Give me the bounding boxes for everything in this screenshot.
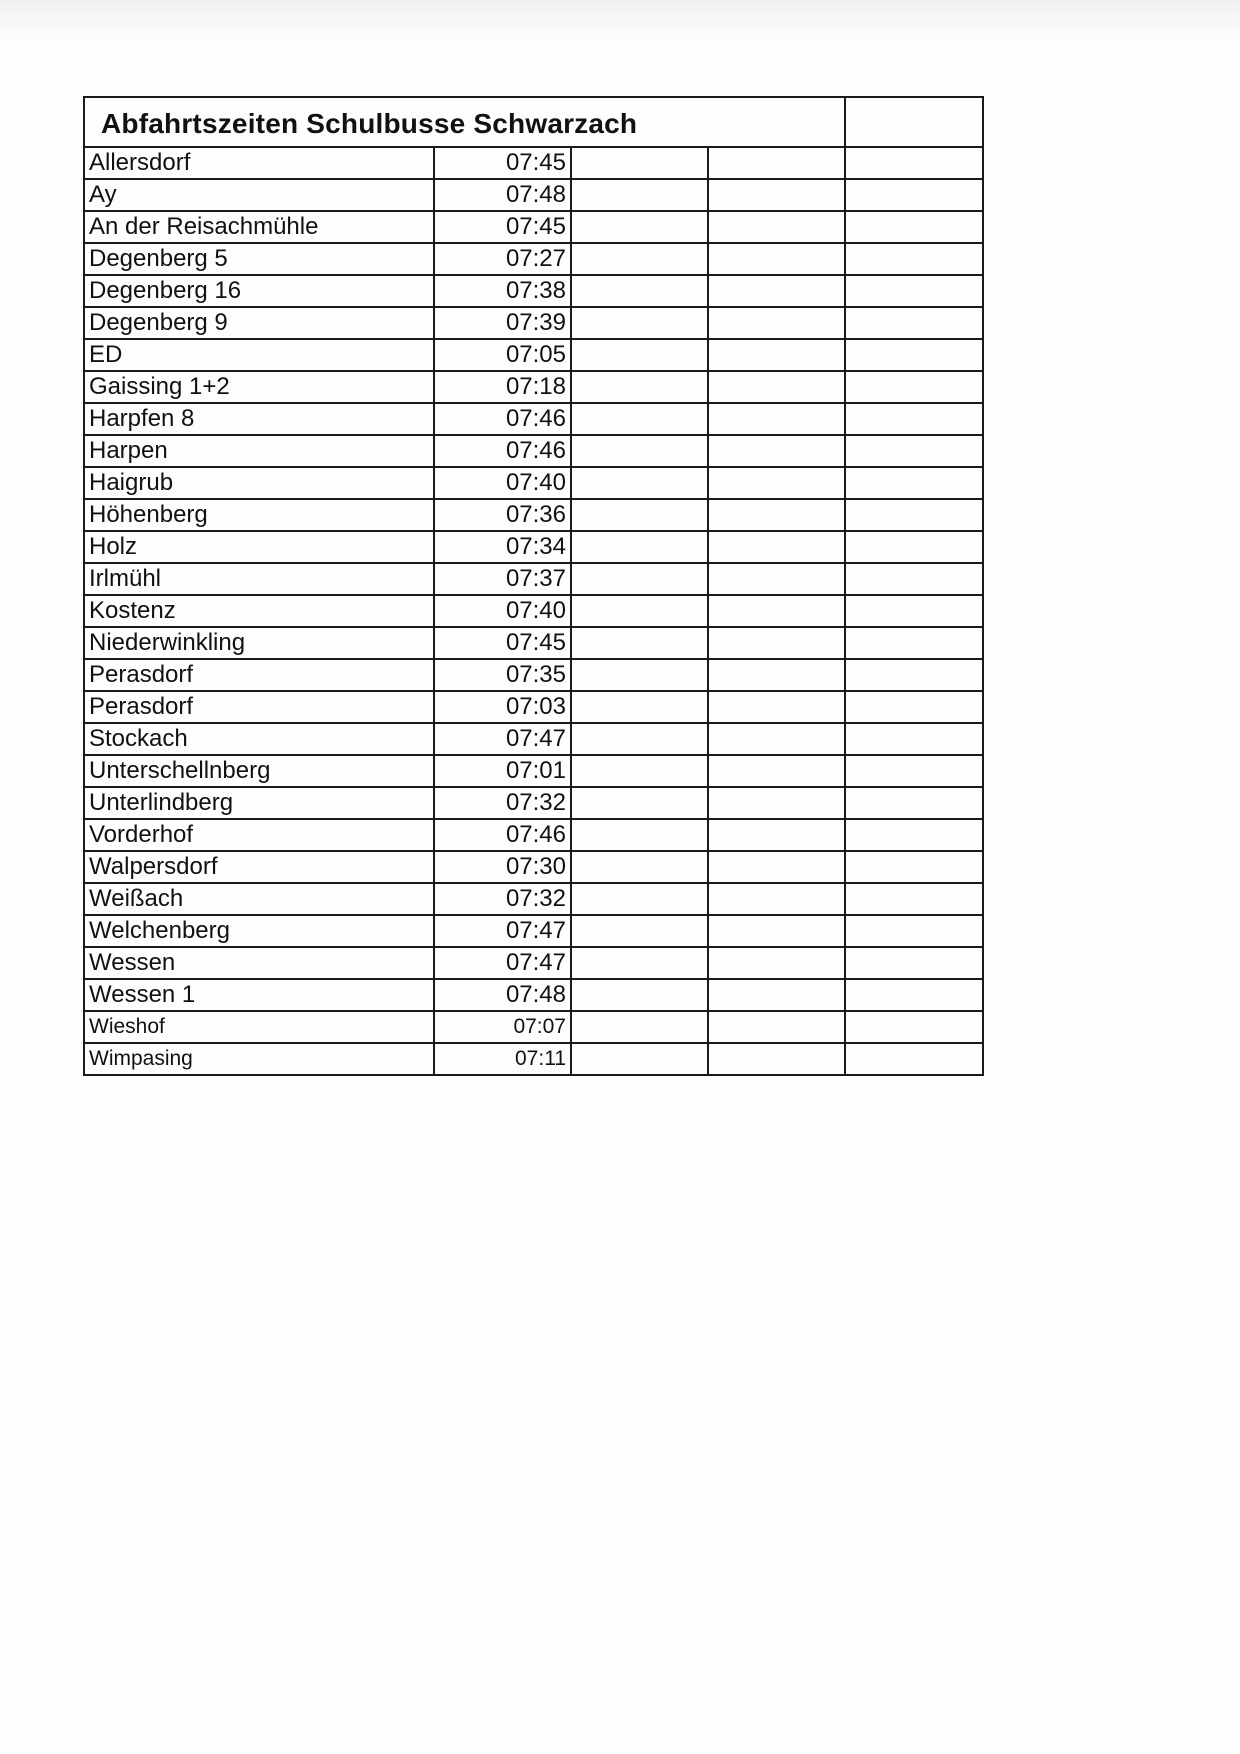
- empty-cell: [845, 723, 983, 755]
- stop-name-cell: Stockach: [84, 723, 434, 755]
- stop-name-cell: Wimpasing: [84, 1043, 434, 1075]
- empty-cell: [571, 819, 708, 851]
- empty-cell: [845, 883, 983, 915]
- empty-cell: [845, 531, 983, 563]
- table-row: [84, 467, 983, 499]
- table-row: [84, 243, 983, 275]
- empty-cell: [571, 883, 708, 915]
- empty-cell: [708, 1043, 845, 1075]
- empty-cell: [571, 851, 708, 883]
- table-row: [84, 147, 983, 179]
- stop-name-cell: Allersdorf: [84, 147, 434, 179]
- stop-name-cell: ED: [84, 339, 434, 371]
- empty-cell: [571, 947, 708, 979]
- empty-cell: [845, 787, 983, 819]
- departure-time-cell: 07:11: [434, 1043, 571, 1075]
- stop-name-cell: Perasdorf: [84, 659, 434, 691]
- empty-cell: [571, 1043, 708, 1075]
- table-row: [84, 1011, 983, 1043]
- stop-name-cell: Unterlindberg: [84, 787, 434, 819]
- empty-cell: [571, 467, 708, 499]
- empty-cell: [708, 275, 845, 307]
- stop-name-cell: Degenberg 16: [84, 275, 434, 307]
- table-row: [84, 627, 983, 659]
- empty-cell: [708, 467, 845, 499]
- empty-cell: [708, 563, 845, 595]
- empty-cell: [845, 979, 983, 1011]
- departure-time-cell: 07:03: [434, 691, 571, 723]
- empty-cell: [708, 979, 845, 1011]
- empty-cell: [708, 787, 845, 819]
- empty-cell: [708, 339, 845, 371]
- empty-cell: [708, 659, 845, 691]
- table-row: [84, 915, 983, 947]
- table-row: [84, 531, 983, 563]
- empty-cell: [571, 787, 708, 819]
- empty-cell: [708, 1011, 845, 1043]
- empty-cell: [845, 307, 983, 339]
- stop-name-cell: Walpersdorf: [84, 851, 434, 883]
- empty-cell: [571, 723, 708, 755]
- departure-time-cell: 07:45: [434, 627, 571, 659]
- table-row: [84, 883, 983, 915]
- empty-cell: [708, 435, 845, 467]
- empty-cell: [571, 1011, 708, 1043]
- empty-cell: [571, 211, 708, 243]
- departure-time-cell: 07:30: [434, 851, 571, 883]
- empty-cell: [708, 851, 845, 883]
- empty-cell: [708, 371, 845, 403]
- stop-name-cell: Gaissing 1+2: [84, 371, 434, 403]
- stop-name-cell: Kostenz: [84, 595, 434, 627]
- empty-cell: [845, 659, 983, 691]
- table-row: [84, 307, 983, 339]
- departure-time-cell: 07:40: [434, 467, 571, 499]
- empty-cell: [708, 499, 845, 531]
- empty-cell: [845, 275, 983, 307]
- departure-time-cell: 07:47: [434, 915, 571, 947]
- empty-cell: [845, 915, 983, 947]
- empty-cell: [571, 915, 708, 947]
- table-row: [84, 691, 983, 723]
- empty-cell: [708, 147, 845, 179]
- stop-name-cell: Wieshof: [84, 1011, 434, 1043]
- empty-cell: [845, 403, 983, 435]
- stop-name-cell: Höhenberg: [84, 499, 434, 531]
- empty-cell: [845, 755, 983, 787]
- empty-cell: [845, 819, 983, 851]
- empty-cell: [571, 339, 708, 371]
- departure-time-cell: 07:40: [434, 595, 571, 627]
- departure-time-cell: 07:46: [434, 435, 571, 467]
- empty-cell: [708, 307, 845, 339]
- table-row: [84, 499, 983, 531]
- stop-name-cell: Degenberg 9: [84, 307, 434, 339]
- empty-cell: [571, 563, 708, 595]
- departure-time-cell: 07:01: [434, 755, 571, 787]
- departure-time-cell: 07:27: [434, 243, 571, 275]
- empty-cell: [571, 979, 708, 1011]
- title-row: [84, 97, 983, 147]
- empty-cell: [571, 691, 708, 723]
- empty-cell: [845, 563, 983, 595]
- empty-cell: [845, 339, 983, 371]
- empty-cell: [845, 147, 983, 179]
- table-row: [84, 435, 983, 467]
- table-row: [84, 723, 983, 755]
- stop-name-cell: Niederwinkling: [84, 627, 434, 659]
- empty-cell: [845, 1011, 983, 1043]
- departure-time-cell: 07:47: [434, 947, 571, 979]
- table-row: [84, 851, 983, 883]
- stop-name-cell: Ay: [84, 179, 434, 211]
- empty-cell: [845, 947, 983, 979]
- departure-time-cell: 07:18: [434, 371, 571, 403]
- departure-time-cell: 07:46: [434, 403, 571, 435]
- table-row: [84, 275, 983, 307]
- empty-cell: [571, 147, 708, 179]
- stop-name-cell: Perasdorf: [84, 691, 434, 723]
- empty-cell: [571, 371, 708, 403]
- empty-cell: [571, 531, 708, 563]
- departure-time-cell: 07:39: [434, 307, 571, 339]
- empty-cell: [708, 915, 845, 947]
- stop-name-cell: Weißach: [84, 883, 434, 915]
- empty-cell: [708, 755, 845, 787]
- stop-name-cell: Harpen: [84, 435, 434, 467]
- page-title: Abfahrtszeiten Schulbusse Schwarzach: [84, 97, 845, 147]
- empty-cell: [571, 659, 708, 691]
- empty-cell: [571, 307, 708, 339]
- empty-cell: [708, 819, 845, 851]
- stop-name-cell: Irlmühl: [84, 563, 434, 595]
- scan-edge-shadow: [0, 0, 1240, 38]
- empty-cell: [708, 403, 845, 435]
- table-row: [84, 947, 983, 979]
- departure-time-cell: 07:46: [434, 819, 571, 851]
- empty-cell: [845, 1043, 983, 1075]
- empty-cell: [571, 595, 708, 627]
- empty-cell: [845, 371, 983, 403]
- empty-cell: [571, 499, 708, 531]
- stop-name-cell: Wessen: [84, 947, 434, 979]
- table-row: [84, 787, 983, 819]
- table-row: [84, 1043, 983, 1075]
- departure-time-cell: 07:45: [434, 211, 571, 243]
- table-row: [84, 819, 983, 851]
- stop-name-cell: Wessen 1: [84, 979, 434, 1011]
- table-row: [84, 179, 983, 211]
- empty-cell: [708, 947, 845, 979]
- empty-cell: [708, 595, 845, 627]
- empty-cell: [845, 243, 983, 275]
- departure-time-cell: 07:05: [434, 339, 571, 371]
- empty-cell: [571, 435, 708, 467]
- departure-time-cell: 07:32: [434, 883, 571, 915]
- table-row: [84, 339, 983, 371]
- stop-name-cell: Welchenberg: [84, 915, 434, 947]
- table-row: [84, 979, 983, 1011]
- table-row: [84, 371, 983, 403]
- empty-cell: [845, 499, 983, 531]
- empty-cell: [845, 627, 983, 659]
- departure-time-cell: 07:35: [434, 659, 571, 691]
- table-row: [84, 595, 983, 627]
- departure-time-cell: 07:34: [434, 531, 571, 563]
- empty-cell: [845, 211, 983, 243]
- empty-cell: [571, 179, 708, 211]
- table-row: [84, 755, 983, 787]
- stop-name-cell: Harpfen 8: [84, 403, 434, 435]
- departure-time-cell: 07:48: [434, 979, 571, 1011]
- empty-cell: [845, 467, 983, 499]
- empty-cell: [845, 691, 983, 723]
- empty-cell: [708, 243, 845, 275]
- departure-time-cell: 07:47: [434, 723, 571, 755]
- table-row: [84, 211, 983, 243]
- empty-cell: [708, 211, 845, 243]
- stop-name-cell: Unterschellnberg: [84, 755, 434, 787]
- empty-cell: [845, 97, 983, 147]
- departure-time-cell: 07:32: [434, 787, 571, 819]
- departure-time-cell: 07:38: [434, 275, 571, 307]
- empty-cell: [708, 723, 845, 755]
- departure-time-cell: 07:45: [434, 147, 571, 179]
- empty-cell: [708, 691, 845, 723]
- empty-cell: [845, 595, 983, 627]
- empty-cell: [571, 243, 708, 275]
- departure-time-cell: 07:36: [434, 499, 571, 531]
- stop-name-cell: Haigrub: [84, 467, 434, 499]
- stop-name-cell: An der Reisachmühle: [84, 211, 434, 243]
- departure-time-cell: 07:07: [434, 1011, 571, 1043]
- stop-name-cell: Degenberg 5: [84, 243, 434, 275]
- stop-name-cell: Holz: [84, 531, 434, 563]
- empty-cell: [845, 851, 983, 883]
- table-row: [84, 563, 983, 595]
- empty-cell: [571, 275, 708, 307]
- empty-cell: [708, 179, 845, 211]
- empty-cell: [708, 883, 845, 915]
- empty-cell: [571, 403, 708, 435]
- table-row: [84, 403, 983, 435]
- empty-cell: [708, 531, 845, 563]
- empty-cell: [708, 627, 845, 659]
- departure-time-cell: 07:37: [434, 563, 571, 595]
- empty-cell: [845, 435, 983, 467]
- stop-name-cell: Vorderhof: [84, 819, 434, 851]
- schedule-body: [84, 97, 983, 1075]
- empty-cell: [571, 627, 708, 659]
- empty-cell: [571, 755, 708, 787]
- table-row: [84, 659, 983, 691]
- schedule-table: [83, 96, 984, 1076]
- departure-time-cell: 07:48: [434, 179, 571, 211]
- empty-cell: [845, 179, 983, 211]
